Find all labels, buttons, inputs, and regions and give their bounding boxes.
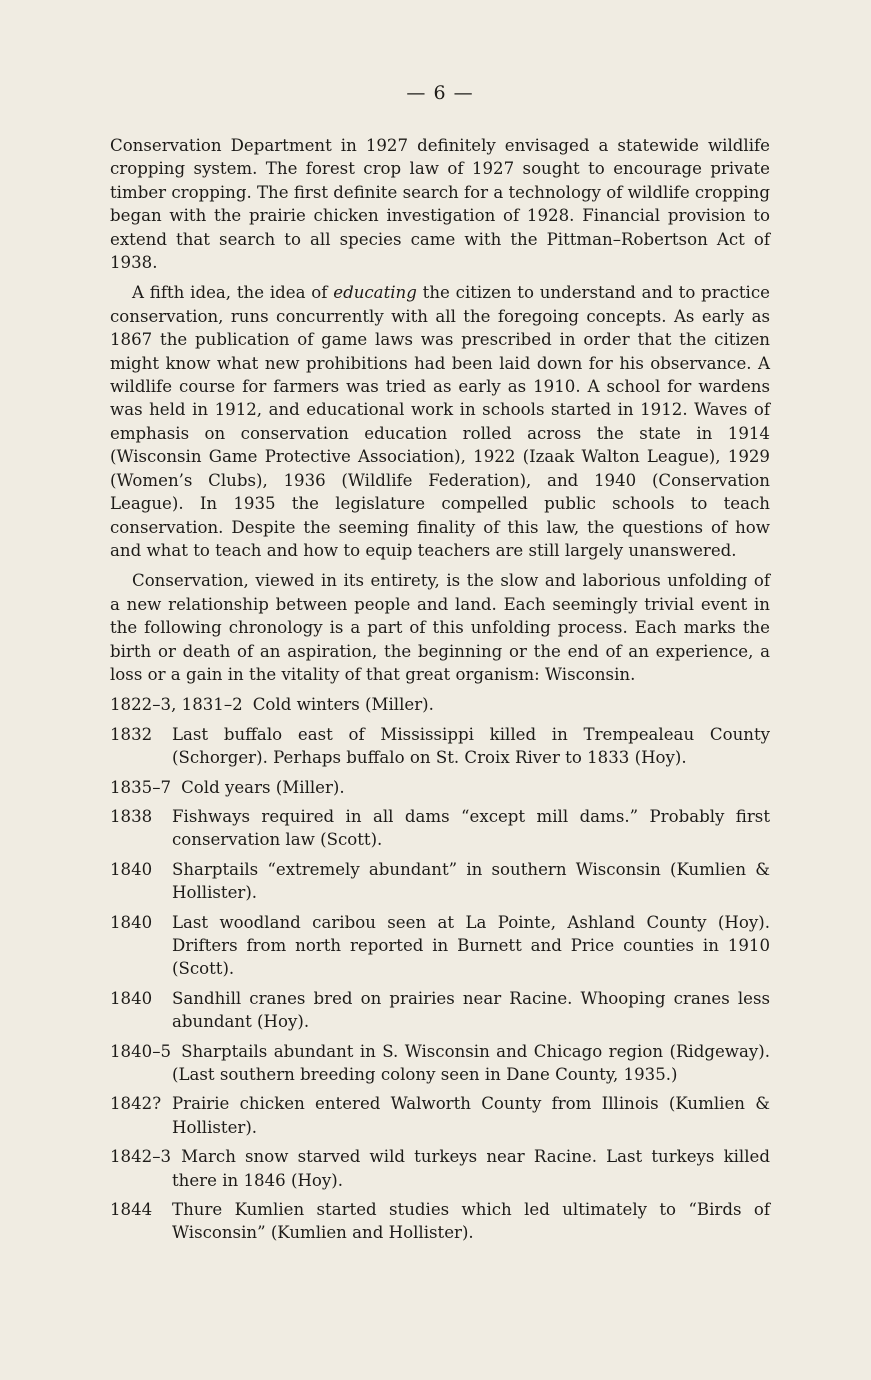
chronology-entry [110,1198,770,1245]
chronology-text: Prairie chicken entered Walworth County from Illinois (Kumlien & Hollister). [172,1094,770,1137]
paragraph [110,134,770,274]
chronology-text: Cold winters (Miller). [252,695,434,715]
chronology-year: 1840 [110,988,153,1008]
chronology-year: 1822–3, 1831–2 [110,695,243,715]
chronology-text: Last woodland caribou seen at La Pointe, Ashland County (Hoy). Drifters from north reported in Burnett and Price counties in 1910 (Scott). [172,912,770,979]
chronology-entry [110,693,770,716]
chronology-text: Cold years (Miller). [181,777,345,797]
paragraphs [110,134,770,686]
chronology-year: 1840–5 [110,1041,172,1061]
chronology-text: March snow starved wild turkeys near Racine. Last turkeys killed there in 1846 (Hoy). [172,1147,770,1190]
chronology-year: 1840 [110,859,153,879]
chronology-text: Sharptails abundant in S. Wisconsin and Chicago region (Ridgeway). (Last southern breeding colony seen in Dane County, 1935.) [172,1041,770,1085]
chronology-year: 1842? [110,1094,162,1114]
chronology-entry [110,858,770,905]
chronology-text: Sharptails “extremely abundant” in southern Wisconsin (Kumlien & Hollister). [172,859,770,903]
chronology-text: Sandhill cranes bred on prairies near Racine. Whooping cranes less abundant (Hoy). [172,988,770,1032]
chronology-entry [110,805,770,852]
chronology-entry [110,776,770,799]
paragraph-text: A fifth idea, the idea of [132,283,334,303]
chronology-entry [110,911,770,981]
page-number: — 6 — [406,82,474,104]
chronology-list [110,693,770,1245]
paragraph-text: Conservation, viewed in its entirety, is the slow and laborious unfolding of a new relationship between people and land. Each seemingly trivial event in the following chronology is a part of this unfolding process. Each marks the birth or death of an aspiration, the beginning or the end of an experience, a loss or a gain in the vitality of that great organism: Wisconsin. [110,571,770,684]
chronology-year: 1835–7 [110,777,172,797]
chronology-entry [110,1145,770,1192]
chronology-text: Fishways required in all dams “except mill dams.” Probably first conservation law (Scott). [172,806,770,850]
chronology-year: 1840 [110,912,153,932]
chronology-entry [110,1092,770,1139]
chronology-entry [110,987,770,1034]
chronology-text: Last buffalo east of Mississippi killed in Trempealeau County (Schorger). Perhaps buffalo on St. Croix River to 1833 (Hoy). [172,724,770,768]
chronology-year: 1842–3 [110,1147,172,1167]
paragraph-text: Conservation Department in 1927 definitely envisaged a statewide wildlife cropping system. The forest crop law of 1927 sought to encourage private timber cropping. The first definite search for a technology of wildlife cropping began with the prairie chicken investigation of 1928. Financial provision to extend that search to all species came with the Pittman–Robertson Act of 1938. [110,136,770,273]
chronology-year: 1844 [110,1200,153,1220]
chronology-year: 1832 [110,724,153,744]
chronology-year: 1838 [110,806,153,826]
paragraph-text: the citizen to understand and to practice conservation, runs concurrently with all the foregoing concepts. As early as 1867 the publication of game laws was prescribed in order that the citizen might know what new prohibitions had been laid down for his observance. A wildlife course for farmers was tried as early as 1910. A school for wardens was held in 1912, and educational work in schools started in 1912. Waves of emphasis on conservation education rolled across the state in 1914 (Wisconsin Game Protective Association), 1922 (Izaak Walton League), 1929 (Women’s Clubs), 1936 (Wildlife Federation), and 1940 (Conservation League). In 1935 the legislature compelled public schools to teach conservation. Despite the seeming finality of this law, the questions of how and what to teach and how to equip teachers are still largely unanswered. [110,283,770,560]
paragraph [110,569,770,686]
body-text [110,134,770,1251]
chronology-entry [110,1040,770,1087]
chronology-text: Thure Kumlien started studies which led ultimately to “Birds of Wisconsin” (Kumlien and Hollister). [172,1200,770,1243]
chronology-entry [110,723,770,770]
italic-text: educating [333,283,417,303]
paragraph [110,281,770,562]
